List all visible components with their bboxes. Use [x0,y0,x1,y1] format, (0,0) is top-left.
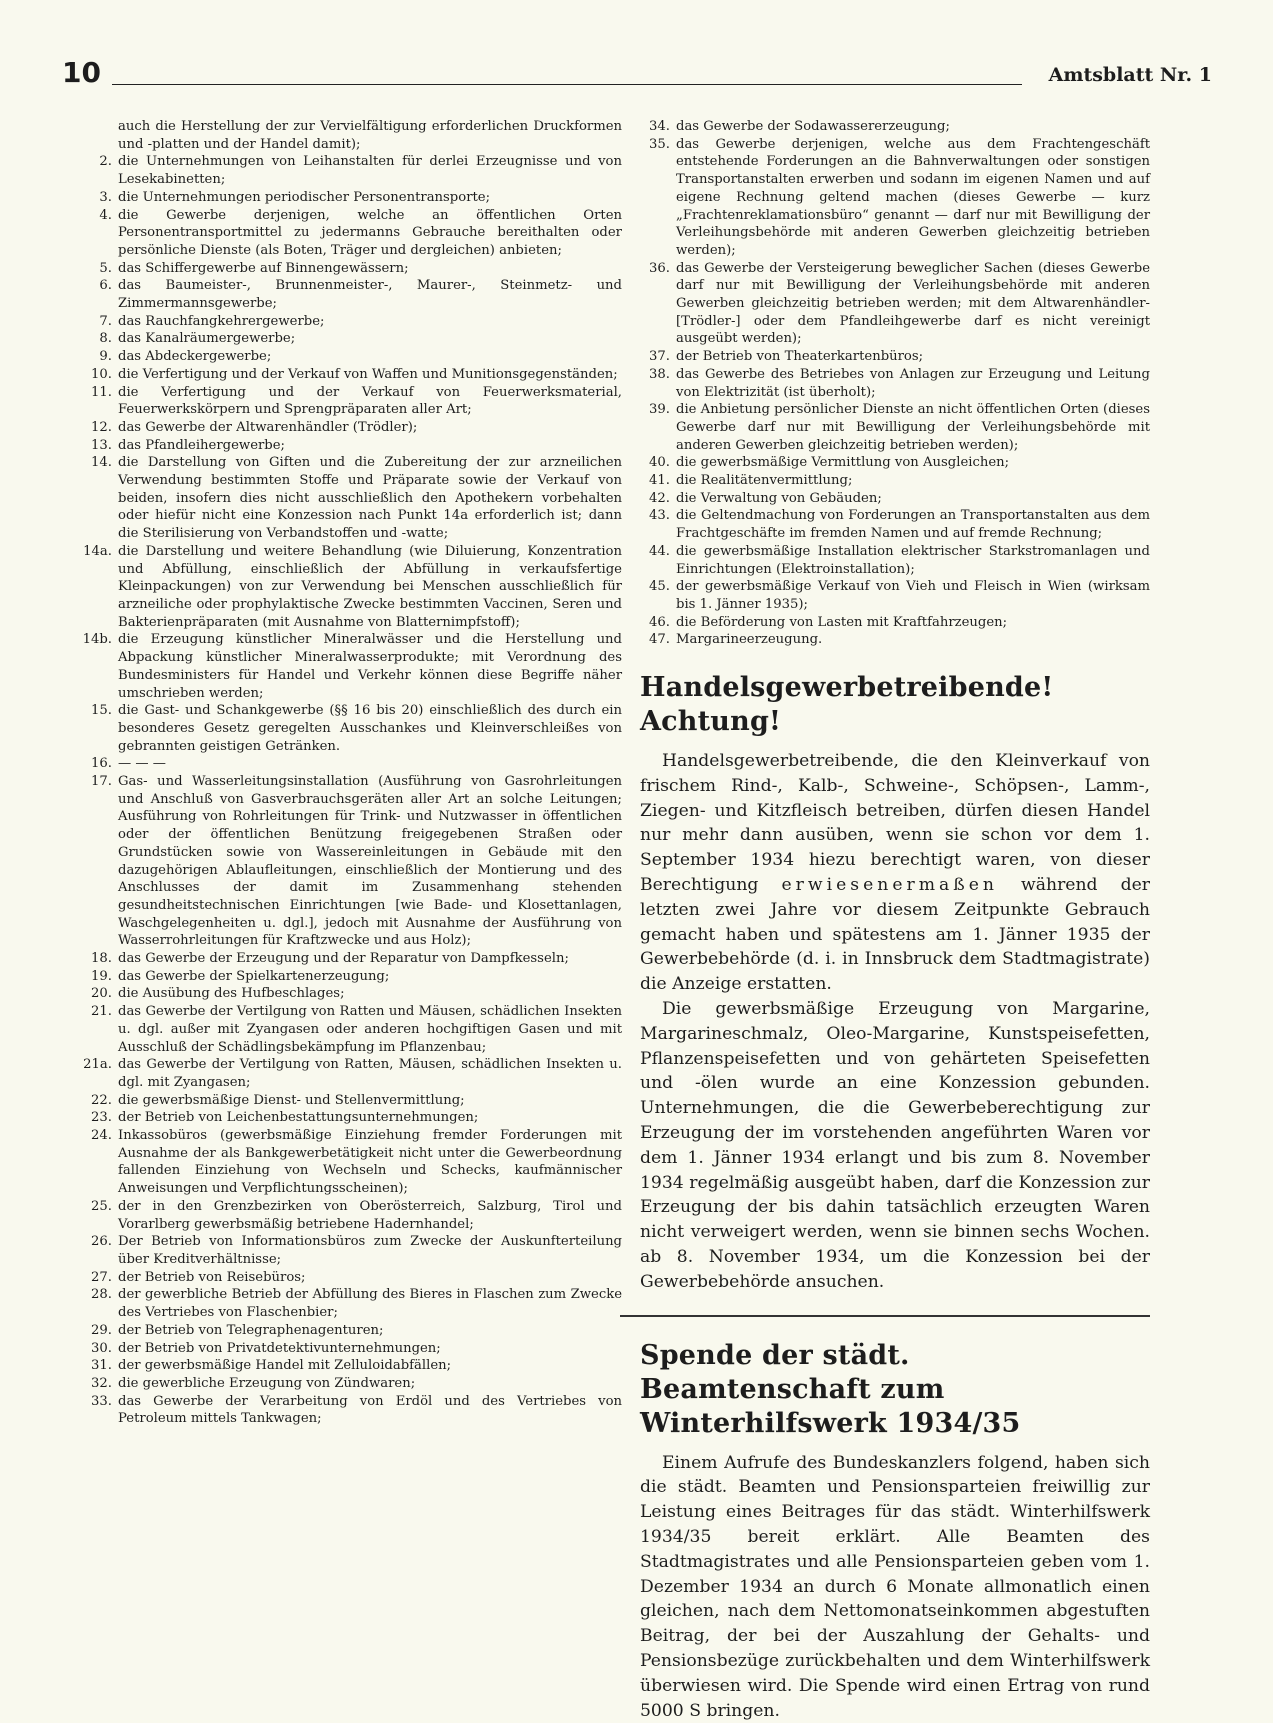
list-item [640,507,1150,542]
list-item-number: 32. [91,1375,112,1391]
list-item-number: 35. [649,136,670,152]
list-item [640,136,1150,260]
text-run: während der letzten zwei Jahre vor diesem Zeitpunkte Gebrauch gemacht haben und spätestens am 1. Jänner 1935 der Gewerbebehörde (d. i. in Innsbruck dem Stadtmagistrate) die Anzeige erstatten. [640,875,1150,995]
list-item-continuation [62,118,622,153]
page-number: 10 [62,56,101,89]
list-item [62,419,622,437]
list-item-text: die Darstellung von Giften und die Zubereitung der zur arzneilichen Verwendung bestimmten Stoffe und Präparate sowie der Verkauf von beiden, insofern dies nicht ausschließlich den Apothekern vorbehalten oder hiefür nicht eine Konzession nach Punkt 14a erforderlich ist; dann die Sterilisierung von Verbandstoffen und -watte; [118,455,622,542]
list-item [62,277,622,312]
list-item [62,260,622,278]
list-item-number: 17. [91,774,112,790]
text-run: Handelsgewerbetreibende, die den Kleinverkauf von frischem Rind-, Kalb-, Schweine-, Schöpsen-, Lamm-, Ziegen- und Kitzfleisch betreiben, dürfen diesen Handel nur mehr dann ausüben, wenn sie schon vor dem 1. September 1934 hiezu berechtigt waren, von dieser Berechtigung [640,751,1150,896]
list-item-text: der Betrieb von Telegraphenagenturen; [118,1322,384,1338]
list-item-text: die Verfertigung und der Verkauf von Feuerwerksmaterial, Feuerwerkskörpern und Sprengpräparaten aller Art; [118,384,622,418]
list-item [640,543,1150,578]
list-item-text: das Gewerbe der Verarbeitung von Erdöl und des Vertriebes von Petroleum mittels Tankwagen; [118,1393,622,1427]
article-paragraph: Einem Aufrufe des Bundeskanzlers folgend, haben sich die städt. Beamten und Pensionsparteien freiwillig zur Leistung eines Beitrages für das städt. Winterhilfswerk 1934/35 bereit erklärt. Alle Beamten des Stadtmagistrates und alle Pensionsparteien geben vom 1. Dezember 1934 an durch 6 Monate allmonatlich einen gleichen, nach dem Nettomonatseinkommen abgestuften Beitrag, der bei der Auszahlung der Gehalts- und Pensionsbezüge zurückbehalten und dem Winterhilfswerk überwiesen wird. Die Spende wird einen Ertrag von rund 5000 S bringen. [640,1452,1150,1721]
list-item-number: 46. [649,614,670,630]
list-item [640,490,1150,508]
list-item [62,348,622,366]
list-item-number: 3. [99,189,112,205]
list-item [62,1357,622,1375]
list-item-number: 11. [91,384,112,400]
list-item-text: — — — [118,756,166,772]
list-item-number: 34. [649,119,670,134]
list-item-text: das Rauchfangkehrergewerbe; [118,313,325,329]
list-item [62,330,622,348]
list-item-text: Inkassobüros (gewerbsmäßige Einziehung fremder Forderungen mit Ausnahme der als Bankgewerbetätigkeit nicht unter die Gewerbeordnung fallenden Einziehung von Wechseln und Schecks, kaufmännischer Anweisungen und Verpflichtungsscheinen); [118,1128,622,1197]
list-item-number: 15. [91,703,112,719]
list-item-number: 38. [649,366,670,382]
list-item-text: das Schiffergewerbe auf Binnengewässern; [118,260,409,276]
list-item-text: die gewerbsmäßige Vermittlung von Ausgleichen; [676,455,1010,471]
list-item-text: der Betrieb von Privatdetektivunternehmungen; [118,1340,441,1356]
list-item [640,260,1150,349]
list-item [640,614,1150,632]
list-item-text: Der Betrieb von Informationsbüros zum Zwecke der Auskunfterteilung über Kreditverhältnisse; [118,1234,622,1267]
list-item-number: 13. [91,437,112,453]
list-item [62,631,622,702]
list-item-text: das Gewerbe der Sodawassererzeugung; [676,119,950,134]
list-item-number: 10. [91,366,112,382]
header-rule [112,84,1022,85]
list-item [62,1269,622,1287]
list-item-text: der gewerbliche Betrieb der Abfüllung des Bieres in Flaschen zum Zwecke des Vertriebes von Flaschenbier; [118,1287,622,1321]
article-winterhilfswerk [640,1339,1150,1723]
list-item-text: der Betrieb von Theaterkartenbüros; [676,349,924,365]
article-paragraph [640,749,1150,997]
list-item-text: der gewerbsmäßige Verkauf von Vieh und Fleisch in Wien (wirksam bis 1. Jänner 1935); [676,579,1150,612]
list-item-text: die gewerbliche Erzeugung von Zündwaren; [118,1375,416,1391]
list-item-number: 9. [99,349,112,365]
list-item-text: das Gewerbe der Vertilgung von Ratten, Mäusen, schädlichen Insekten u. dgl. mit Zyangasen; [118,1057,622,1090]
list-item-text: die Gast- und Schankgewerbe (§§ 16 bis 20) einschließlich des durch ein besonderes Gesetz geregelten Ausschankes und Kleinverschleißes von gebrannten geistigen Getränken. [118,703,622,754]
list-item-text: die gewerbsmäßige Installation elektrischer Starkstromanlagen und Einrichtungen (Elektroinstallation); [676,543,1150,577]
list-item-text: die Unternehmungen periodischer Personentransporte; [118,189,491,205]
article-paragraph: Die gewerbsmäßige Erzeugung von Margarine, Margarineschmalz, Oleo-Margarine, Kunstspeisefetten, Pflanzenspeisefetten und von gehärteten Speisefetten und -ölen wurde an eine Konzession gebunden. Unternehmungen, die die Gewerbeberechtigung zur Erzeugung der im vorstehenden angeführten Waren vor dem 1. Jänner 1934 erlangt und bis zum 8. November 1934 regelmäßig ausgeübt haben, darf die Konzession zur Erzeugung der bis dahin tatsächlich erzeugten Waren nicht verweigert werden, wenn sie binnen sechs Wochen. ab 8. November 1934, um die Konzession bei der Gewerbebehörde ansuchen. [640,999,1150,1292]
list-item-text: die Verwaltung von Gebäuden; [676,490,882,506]
list-item-number: 44. [649,543,670,559]
list-item [62,702,622,755]
list-item [62,454,622,543]
list-item [62,1198,622,1233]
list-item [640,366,1150,401]
list-item [640,118,1150,136]
list-item-number: 43. [649,508,670,524]
list-item [62,1003,622,1056]
list-item [62,207,622,260]
list-item-text: die Erzeugung künstlicher Mineralwässer und die Herstellung und Abpackung künstlicher Mineralwasserprodukte; mit Verordnung des Bundesministers für Handel und Verkehr können diese Begriffe näher umschrieben werden; [118,632,622,701]
list-item-number: 8. [99,331,112,347]
list-item-text: die Geltendmachung von Forderungen an Transportanstalten aus dem Frachtgeschäfte im fremden Namen und auf fremde Rechnung; [676,508,1150,542]
list-item-number: 5. [99,260,112,276]
list-item [62,1375,622,1393]
list-item-number: 6. [99,278,112,294]
list-item-number: 29. [91,1322,112,1338]
list-item-number: 16. [91,756,112,772]
left-column [62,118,622,1428]
list-item [62,543,622,632]
list-item [62,313,622,331]
list-item-text: die Beförderung von Lasten mit Kraftfahrzeugen; [676,614,1008,630]
list-item-number: 37. [649,349,670,365]
list-item-number: 14b. [82,632,112,648]
list-item-text: auch die Herstellung der zur Vervielfältigung erforderlichen Druckformen und -platten und der Handel damit); [118,119,622,152]
article-title: Spende der städt. Beamtenschaft zum Winterhilfswerk 1934/35 [640,1339,1021,1439]
list-item [62,1109,622,1127]
list-item [62,1340,622,1358]
list-item [640,472,1150,490]
list-item [640,454,1150,472]
list-item-text: das Gewerbe der Versteigerung beweglicher Sachen (dieses Gewerbe darf nur mit Bewilligung der Verleihungsbehörde mit anderen Gewerben gleichzeitig betrieben werden; mit dem Altwarenhändler- [Trödler-] oder dem Pfandleihgewerbe darf es nicht vereinigt ausgeübt werden); [676,260,1150,347]
list-item-text: das Baumeister-, Brunnenmeister-, Maurer-, Steinmetz- und Zimmermannsgewerbe; [118,278,622,312]
list-item-text: das Pfandleihergewerbe; [118,437,285,453]
list-item [62,773,622,950]
list-item-text: die Darstellung und weitere Behandlung (wie Diluierung, Konzentration und Abfüllung, einschließlich der Abfüllung in verkaufsfertige Kleinpackungen) von zur Verwendung bei Menschen ausschließlich für arzneiliche oder prophylaktische Zwecke bestimmten Vaccinen, Seren und Bakterienpräparaten (mit Ausnahme von Blatternimpfstoff); [118,543,622,630]
list-item-number: 39. [649,402,670,418]
list-item-text: der Betrieb von Leichenbestattungsunternehmungen; [118,1110,479,1126]
list-item-number: 36. [649,260,670,276]
list-item-number: 25. [91,1198,112,1214]
list-item [62,1286,622,1321]
list-item [62,1127,622,1198]
list-item-number: 26. [91,1234,112,1250]
list-item-text: das Abdeckergewerbe; [118,349,272,365]
publication-title: Amtsblatt Nr. 1 [1048,64,1212,86]
list-item-text: das Gewerbe der Spielkartenerzeugung; [118,968,390,984]
list-item [640,631,1150,649]
list-item-number: 27. [91,1269,112,1285]
list-item-number: 47. [649,632,670,648]
list-item-number: 14a. [83,543,112,559]
article-title: Handelsgewerbetreibende! Achtung! [640,672,1054,738]
list-item-number: 14. [91,455,112,471]
list-item-text: die Ausübung des Hufbeschlages; [118,986,345,1002]
list-item-text: das Gewerbe derjenigen, welche aus dem Frachtengeschäft entstehende Forderungen an die Bahnverwaltungen oder sonstigen Transportanstalten erwerben und sodann im eigenen Namen und auf eigene Rechnung geltend machen (dieses Gewerbe — kurz „Frachtenreklamationsbüro“ genannt — darf nur mit Bewilligung der Verleihungsbehörde mit anderen Gewerben gleichzeitig betrieben werden); [676,136,1150,258]
list-item-text: der Betrieb von Reisebüros; [118,1269,306,1285]
list-item-number: 41. [649,473,670,489]
list-item-number: 40. [649,455,670,471]
list-item [62,985,622,1003]
section-divider [620,1315,1150,1317]
list-item-number: 4. [99,207,112,223]
list-item [640,401,1150,454]
list-item [62,1233,622,1268]
list-item-text: der gewerbsmäßige Handel mit Zelluloidabfällen; [118,1358,452,1374]
emphasized-word: erwiesenermaßen [781,875,998,896]
list-item-number: 21. [91,1004,112,1020]
right-column [640,118,1150,1723]
list-item-text: der in den Grenzbezirken von Oberösterreich, Salzburg, Tirol und Vorarlberg gewerbsmäßig betriebene Hadernhandel; [118,1198,622,1232]
list-item-text: das Kanalräumergewerbe; [118,331,296,347]
list-item-text: die Unternehmungen von Leihanstalten für derlei Erzeugnisse und von Lesekabinetten; [118,154,622,188]
list-item-text: die Verfertigung und der Verkauf von Waffen und Munitionsgegenständen; [118,366,618,382]
list-item [62,366,622,384]
list-item-number: 18. [91,951,112,967]
list-item-number: 19. [91,968,112,984]
list-item [640,578,1150,613]
list-item-number: 42. [649,490,670,506]
list-item [640,348,1150,366]
list-item-number: 33. [91,1393,112,1409]
list-item [62,755,622,773]
list-item-number: 30. [91,1340,112,1356]
trade-list-right [640,118,1150,649]
list-item-number: 2. [99,154,112,170]
list-item [62,968,622,986]
trade-list-left [62,153,622,1428]
page-header [62,56,1212,90]
list-item-number: 23. [91,1110,112,1126]
list-item-text: das Gewerbe des Betriebes von Anlagen zur Erzeugung und Leitung von Elektrizität (ist überholt); [676,366,1150,400]
list-item [62,153,622,188]
list-item-number: 12. [91,419,112,435]
list-item-number: 22. [91,1092,112,1108]
list-item-text: die gewerbsmäßige Dienst- und Stellenvermittlung; [118,1092,465,1108]
list-item-number: 24. [91,1128,112,1144]
list-item-text: das Gewerbe der Vertilgung von Ratten und Mäusen, schädlichen Insekten u. dgl. außer mit Zyangasen oder anderen hochgiftigen Gasen und mit Ausschluß der Schädlingsbekämpfung im Pflanzenbau; [118,1004,622,1055]
list-item [62,1393,622,1428]
list-item [62,189,622,207]
list-item [62,384,622,419]
list-item-text: die Gewerbe derjenigen, welche an öffentlichen Orten Personentransportmittel zu jedermanns Gebrauche bereithalten oder persönliche Dienste (als Boten, Träger und dergleichen) anbieten; [118,207,622,258]
list-item-number: 45. [649,579,670,595]
list-item-text: das Gewerbe der Altwarenhändler (Trödler); [118,419,418,435]
list-item-number: 31. [91,1358,112,1374]
list-item-text: das Gewerbe der Erzeugung und der Reparatur von Dampfkesseln; [118,951,569,967]
list-item [62,1056,622,1091]
list-item-number: 21a. [83,1057,112,1073]
list-item [62,1322,622,1340]
list-item-text: Margarineerzeugung. [676,632,823,648]
list-item [62,437,622,455]
list-item-number: 7. [99,313,112,329]
list-item-number: 28. [91,1287,112,1303]
list-item [62,1092,622,1110]
list-item-number: 20. [91,986,112,1002]
list-item-text: Gas- und Wasserleitungsinstallation (Ausführung von Gasrohrleitungen und Anschluß von Gasverbrauchsgeräten aller Art an solche Leitungen; Ausführung von Rohrleitungen für Trink- und Nutzwasser in öffentlichen oder der öffentlichen Benützung freigegebenen Straßen oder Grundstücken sowie von Wassereinleitungen in Gebäude mit den dazugehörigen Ablaufleitungen, einschließlich der Montierung und des Anschlusses der damit im Zusammenhang stehenden gesundheitstechnischen Einrichtungen [wie Bade- und Klosettanlagen, Waschgelegenheiten u. dgl.], jedoch mit Ausnahme der Ausführung von Wasserrohrleitungen für Kraftzwecke und aus Holz); [118,774,622,949]
article-handelsgewerbe [640,671,1150,1295]
list-item-text: die Realitätenvermittlung; [676,473,853,489]
list-item-text: die Anbietung persönlicher Dienste an nicht öffentlichen Orten (dieses Gewerbe darf nur mit Bewilligung der Verleihungsbehörde mit anderen Gewerben gleichzeitig betrieben werden); [676,402,1150,453]
list-item [62,950,622,968]
